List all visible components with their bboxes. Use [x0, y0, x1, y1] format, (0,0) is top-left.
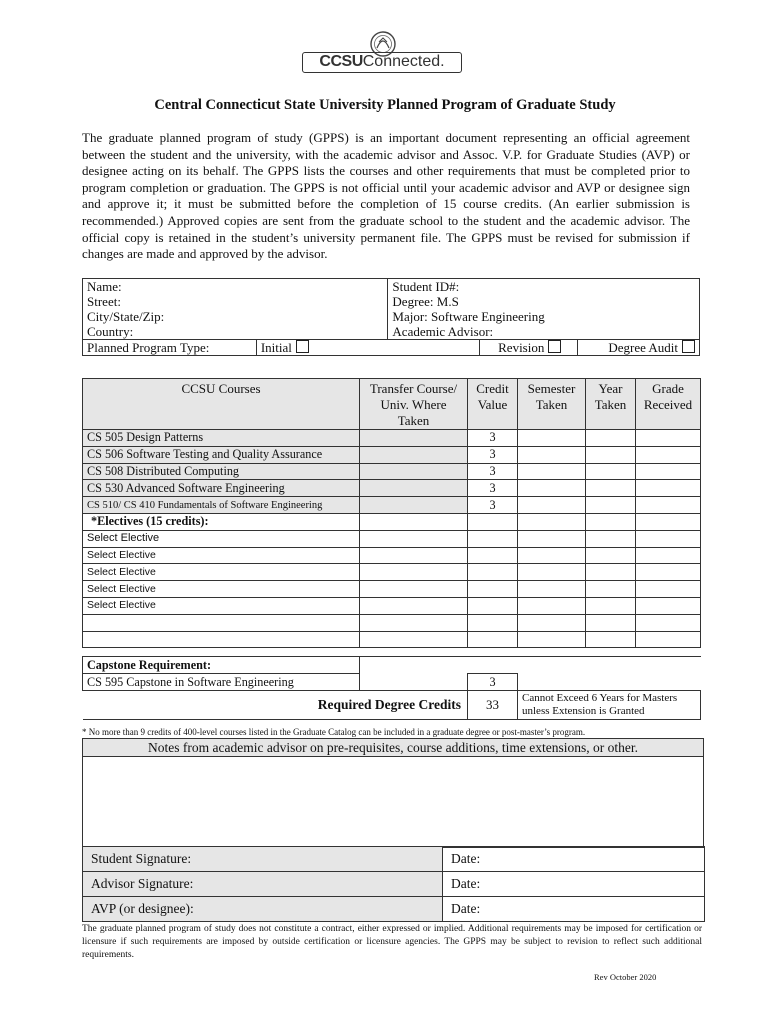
header-grade-received: Grade Received	[636, 379, 701, 430]
elective-select[interactable]: Select Elective	[83, 530, 360, 547]
grade-cell[interactable]	[636, 530, 701, 547]
credit-cell: 3	[468, 430, 518, 447]
transfer-cell[interactable]	[360, 463, 468, 480]
capstone-row	[83, 674, 701, 691]
semester-cell[interactable]	[518, 547, 586, 564]
blank-row	[83, 631, 701, 648]
credit-cell[interactable]	[468, 614, 518, 631]
advisor-notes-box[interactable]	[82, 738, 704, 848]
course-name: CS 510/ CS 410 Fundamentals of Software Engineering	[83, 497, 360, 514]
transfer-cell[interactable]	[360, 480, 468, 497]
transfer-cell[interactable]	[360, 530, 468, 547]
semester-cell[interactable]	[518, 480, 586, 497]
semester-cell[interactable]	[518, 530, 586, 547]
semester-cell[interactable]	[518, 581, 586, 598]
course-row	[83, 497, 701, 514]
credit-cell: 3	[468, 463, 518, 480]
semester-cell[interactable]	[518, 614, 586, 631]
capstone-course: CS 595 Capstone in Software Engineering	[83, 674, 360, 691]
credit-cell[interactable]	[468, 564, 518, 581]
avp-date-field[interactable]: Date:	[443, 897, 705, 922]
student-info-table	[82, 278, 700, 356]
student-id-field[interactable]: Student ID#:	[388, 279, 700, 295]
course-name: CS 508 Distributed Computing	[83, 463, 360, 480]
course-name: CS 506 Software Testing and Quality Assurance	[83, 446, 360, 463]
courses-table	[82, 378, 701, 720]
year-cell[interactable]	[586, 446, 636, 463]
grade-cell[interactable]	[636, 480, 701, 497]
semester-cell[interactable]	[518, 597, 586, 614]
electives-label: *Electives (15 credits):	[83, 513, 360, 530]
required-credits-value: 33	[468, 690, 518, 719]
advisor-notes-header: Notes from academic advisor on pre-requisites, course additions, time extensions, or other.	[83, 739, 703, 757]
credit-cell[interactable]	[468, 547, 518, 564]
elective-row	[83, 547, 701, 564]
transfer-cell[interactable]	[360, 446, 468, 463]
elective-select[interactable]: Select Elective	[83, 597, 360, 614]
grade-cell[interactable]	[636, 564, 701, 581]
footnote: * No more than 9 credits of 400-level courses listed in the Graduate Catalog can be included in a graduate degree or post-master’s program.	[82, 727, 586, 737]
year-cell[interactable]	[586, 547, 636, 564]
time-limit-note: Cannot Exceed 6 Years for Masters unless Extension is Granted	[518, 690, 701, 719]
avp-signature-field[interactable]: AVP (or designee):	[83, 897, 443, 922]
elective-row	[83, 530, 701, 547]
grade-cell[interactable]	[636, 597, 701, 614]
grade-cell[interactable]	[636, 631, 701, 648]
grade-cell[interactable]	[636, 547, 701, 564]
student-signature-field[interactable]: Student Signature:	[83, 847, 443, 872]
blank-row	[83, 614, 701, 631]
credit-cell: 3	[468, 480, 518, 497]
advisor-date-field[interactable]: Date:	[443, 872, 705, 897]
course-row	[83, 446, 701, 463]
semester-cell[interactable]	[518, 446, 586, 463]
year-cell[interactable]	[586, 430, 636, 447]
transfer-cell[interactable]	[360, 564, 468, 581]
year-cell[interactable]	[586, 564, 636, 581]
year-cell[interactable]	[586, 463, 636, 480]
year-cell[interactable]	[586, 530, 636, 547]
semester-cell[interactable]	[518, 497, 586, 514]
grade-cell[interactable]	[636, 463, 701, 480]
revision-label: Revision	[498, 340, 545, 355]
required-credits-row	[83, 690, 701, 719]
revision-option[interactable]	[480, 340, 578, 356]
semester-cell[interactable]	[518, 430, 586, 447]
course-cell[interactable]	[83, 614, 360, 631]
course-row	[83, 480, 701, 497]
semester-cell[interactable]	[518, 463, 586, 480]
required-credits-label: Required Degree Credits	[83, 690, 468, 719]
revision-date: Rev October 2020	[594, 972, 657, 982]
advisor-signature-field[interactable]: Advisor Signature:	[83, 872, 443, 897]
credit-cell: 3	[468, 446, 518, 463]
grade-cell[interactable]	[636, 497, 701, 514]
degree-audit-label: Degree Audit	[608, 340, 678, 355]
student-date-field[interactable]: Date:	[443, 847, 705, 872]
course-cell[interactable]	[83, 631, 360, 648]
initial-label: Initial	[260, 340, 292, 355]
capstone-label: Capstone Requirement:	[83, 657, 360, 674]
degree-audit-option[interactable]	[578, 340, 700, 356]
elective-select[interactable]: Select Elective	[83, 547, 360, 564]
intro-paragraph: The graduate planned program of study (GPPS) is an important document representing an official agreement between the student and the university, with the academic advisor and Assoc. V.P. for Graduate Studies (AVP) or designee acting on its behalf. The GPPS lists the courses and other requirements that must be completed prior to program completion or graduation. The GPPS is not official until your academic advisor and AVP or designee sign and approve it; it must be submitted before the completion of 15 course credits. (An earlier submission is recommended.) Approved copies are sent from the graduate school to the student and the academic advisor. The official copy is retained in the student’s university permanent file. The GPPS must be revised for submission if changes are made and approved by the advisor.	[82, 130, 690, 262]
initial-option[interactable]	[256, 340, 479, 356]
credit-cell[interactable]	[468, 530, 518, 547]
grade-cell[interactable]	[636, 446, 701, 463]
disclaimer: The graduate planned program of study does not constitute a contract, either expressed or implied. Additional requirements may be imposed for certification or licensure if such requirements are imposed by outside certification or licensure agencies. The GPPS may be subject to revision to reflect such additional requirements.	[82, 924, 702, 960]
transfer-cell[interactable]	[360, 597, 468, 614]
year-cell[interactable]	[586, 480, 636, 497]
ccsu-connected-logo	[300, 30, 470, 76]
grade-cell[interactable]	[636, 430, 701, 447]
course-row	[83, 430, 701, 447]
degree-field: Degree: M.S	[388, 294, 700, 309]
elective-row	[83, 564, 701, 581]
transfer-cell[interactable]	[360, 497, 468, 514]
country-field[interactable]: Country:	[83, 324, 388, 340]
transfer-cell[interactable]	[360, 631, 468, 648]
year-cell[interactable]	[586, 497, 636, 514]
advisor-field[interactable]: Academic Advisor:	[388, 324, 700, 340]
transfer-cell[interactable]	[360, 614, 468, 631]
course-name: CS 530 Advanced Software Engineering	[83, 480, 360, 497]
header-ccsu-courses: CCSU Courses	[83, 379, 360, 430]
grade-cell[interactable]	[636, 614, 701, 631]
transfer-cell[interactable]	[360, 581, 468, 598]
year-cell[interactable]	[586, 631, 636, 648]
elective-row	[83, 581, 701, 598]
header-year-taken: Year Taken	[586, 379, 636, 430]
program-type-label: Planned Program Type:	[83, 340, 257, 356]
year-cell[interactable]	[586, 614, 636, 631]
elective-row	[83, 597, 701, 614]
capstone-credit: 3	[468, 674, 518, 691]
transfer-cell[interactable]	[360, 430, 468, 447]
year-cell[interactable]	[586, 597, 636, 614]
credit-cell[interactable]	[468, 581, 518, 598]
city-field[interactable]: City/State/Zip:	[83, 309, 388, 324]
electives-label-row	[83, 513, 701, 530]
credit-cell[interactable]	[468, 597, 518, 614]
semester-cell[interactable]	[518, 631, 586, 648]
courses-header-row	[83, 379, 701, 430]
page-title: Central Connecticut State University Planned Program of Graduate Study	[154, 97, 616, 113]
credit-cell[interactable]	[468, 631, 518, 648]
transfer-cell[interactable]	[360, 547, 468, 564]
course-name: CS 505 Design Patterns	[83, 430, 360, 447]
signatures-table	[82, 846, 705, 922]
semester-cell[interactable]	[518, 564, 586, 581]
year-cell[interactable]	[586, 581, 636, 598]
elective-select[interactable]: Select Elective	[83, 581, 360, 598]
major-field: Major: Software Engineering	[388, 309, 700, 324]
header-transfer-course: Transfer Course/ Univ. Where Taken	[360, 379, 468, 430]
street-field[interactable]: Street:	[83, 294, 388, 309]
logo-wordmark: CCSUConnected.	[302, 52, 462, 73]
header-semester-taken: Semester Taken	[518, 379, 586, 430]
degree-audit-checkbox[interactable]	[682, 340, 695, 353]
revision-checkbox[interactable]	[548, 340, 561, 353]
spacer-row	[83, 648, 701, 657]
name-field[interactable]: Name:	[83, 279, 388, 295]
grade-cell[interactable]	[636, 581, 701, 598]
initial-checkbox[interactable]	[296, 340, 309, 353]
header-credit-value: Credit Value	[468, 379, 518, 430]
elective-select[interactable]: Select Elective	[83, 564, 360, 581]
credit-cell: 3	[468, 497, 518, 514]
capstone-label-row	[83, 657, 701, 674]
course-row	[83, 463, 701, 480]
